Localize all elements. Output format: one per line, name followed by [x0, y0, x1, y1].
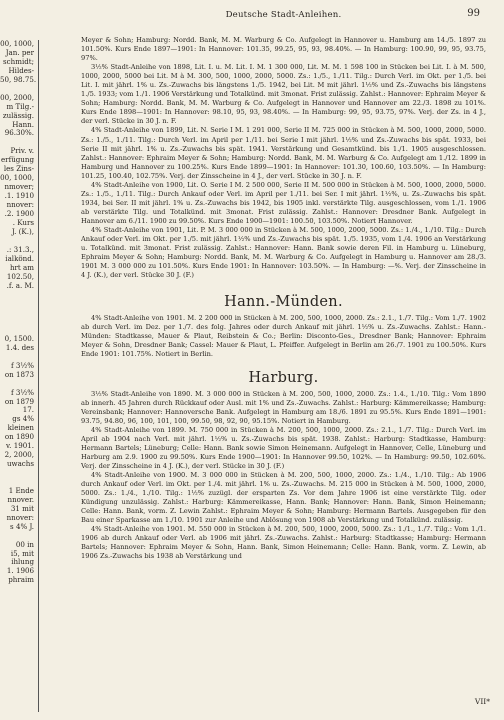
margin-fragment: [0, 308, 36, 317]
margin-fragment: 2, 2000,: [4, 450, 34, 460]
margin-fragment: J. (K.),: [11, 226, 34, 236]
margin-fragment: 50, 98.75.: [0, 74, 36, 84]
page-header: [81, 8, 486, 36]
margin-fragment: .f. a. M.: [6, 280, 34, 290]
bond-paragraph: 4% Stadt-Anleihe von 1901, Lit. P. M. 3 000 000 in Stücken à M. 500, 1000, 2000, 5000. Zs.: 1./4., 1./10. Tilg.: Durch Ankauf oder Verl. im Okt. per 1./5. mit jährl. 1½% und Zs.-Zuwachs bis spät. 1./5. 1935, vom 1./4. 1906 an Verstärkung u. Totalkünd. mit 3monat. Frist zulässig. Zahlst.: Hannover: Hann. Bank sowie deren Fil. in Hamburg u. Lüneburg, Ephraim Meyer & Sohn; Hamburg: Nordd. Bank, M. M. Warburg & Co. Aufgelegt in Hamburg u. Hannover am 28./3. 1901 M. 3 000 000 zu 101.50%. Kurs Ende 1901: In Hannover: 103.50%. — In Hamburg: —%. Verj. der Zinsscheine in 4 J. (K.), der verl. Stücke 30 J. (F.): [81, 225, 486, 280]
margin-fragment: [0, 299, 36, 308]
margin-fragment: on 1873: [4, 369, 34, 379]
margin-fragment: zulässig.: [2, 110, 34, 120]
margin-fragment: 96.30%.: [4, 128, 34, 138]
margin-fragment: on 1879: [4, 396, 34, 406]
margin-fragment: 0, 1500.: [4, 333, 34, 343]
margin-fragment: les Zins-: [3, 164, 34, 174]
bond-paragraph: 3½% Stadt-Anleihe von 1890. M. 3 000 000 in Stücken à M. 200, 500, 1000, 2000. Zs.: 1.4., 1./10. Tilg.: Vom 1890 ab innerh. 45 Jahren durch Rückkauf oder Ausl. mit 1% und Zs.-Zuwachs. Zahlst.: Harburg: Kämmereikasse; Hamburg: Vereinsbank; Hannover: Hannoversche Bank. Aufgelegt in Hamburg am 18./6. 1891 zu 95.5%. Kurs Ende 1891—1901: 93.75, 94.80, 96, 100, 101, 100, 99.50, 98, 92, 90, 95.15%. Notiert in Hamburg.: [81, 389, 486, 425]
margin-fragment: v. 1901.: [6, 441, 34, 451]
bond-paragraph: 3½% Stadt-Anleihe von 1898, Lit. I. u. M. Lit. I. M. 1 300 000, Lit. M. M. 1 598 100 in Stücken bei Lit. I. à M. 500, 1000, 2000, 5000 bei Lit. M à M. 300, 500, 1000, 2000, 5000. Zs.: 1./5., 1./11. Tilg.: Durch Verl. im Okt. per 1./5. bei Lit. I. mit jährl. 1% u. Zs.-Zuwachs bis längstens 1./5. 1942, bei Lit. M mit jährl. 1½% und Zs.-Zuwachs bis längstens 1./5. 1933; vom 1./1. 1906 Verstärkung und Totalkünd. mit 3monat. Frist zulässig. Zahlst.: Hannover: Ephraim Meyer & Sohn; Hamburg: Nordd. Bank, M. M. Warburg & Co. Aufgelegt in Hannover und Hannover am 22./3. 1898 zu 101%. Kurs Ende 1898—1901: In Hannover: 98.10, 95, 93, 98.40%. — In Hamburg: 99, 95, 93.75, 97%. Verj. der Zs. in 4 J., der verl. Stücke in 30 J. n. F.: [81, 63, 486, 126]
signature-mark: VII*: [474, 697, 490, 706]
margin-fragment: nnover:: [6, 200, 34, 210]
margin-fragment: .1. 1910: [4, 191, 34, 201]
margin-fragment: 102.50,: [6, 271, 34, 281]
margin-fragment: ihlung: [11, 557, 34, 567]
margin-fragment: [0, 291, 36, 300]
city-heading: Harburg.: [248, 369, 319, 386]
city-heading: Hann.-Münden.: [224, 294, 343, 311]
section-harburg: [81, 370, 486, 562]
margin-fragment: f 3½%: [10, 387, 34, 397]
margin-fragment: nnover:: [6, 512, 34, 522]
page-body: [81, 0, 486, 712]
bond-paragraph: 4% Stadt-Anleihe von 1900, Lit. O. Serie I M. 2 500 000, Serie II M. 500 000 in Stücken à M. 500, 1000, 2000, 5000. Zs.: 1./5., 1./11. Tilg.: Durch Ankauf oder Verl. im April per 1./11. bei Ser. I mit jährl. 1½%, u. Zs.-Zuwachs bis spät. 1934, bei Ser. II mit jährl. 1% u. Zs.-Zuwachs bis 1942, bis 1905 inkl. verstärkte Tilg. ausgeschlossen, vom 1./1. 1906 ab verstärkte Tilg. und Totalkünd. mit 3monat. Frist zulässig. Zahlst.: Hannover: Dresdner Bank. Aufgelegt in Hannover am 6./11. 1900 zu 99.50%. Kurs Ende 1900—1901: 100.50, 103.50%. Notiert Hannover.: [81, 180, 486, 225]
margin-fragment: Priv. v.: [10, 146, 34, 156]
margin-fragment: schmidt;: [3, 56, 34, 66]
margin-fragment: 17.: [22, 405, 34, 415]
margin-fragment: nmover;: [4, 182, 34, 192]
margin-fragment: ialkönd.: [5, 253, 34, 263]
margin-fragment: 00, 1000,: [0, 173, 34, 183]
margin-fragment: [0, 317, 36, 326]
margin-fragment: m Tilg.-: [6, 101, 34, 111]
column-divider: [38, 40, 39, 712]
margin-fragment: Hann.: [12, 119, 34, 129]
left-margin-column: [0, 40, 36, 720]
margin-fragment: 1 Ende: [8, 485, 34, 495]
margin-fragment: uwachs: [6, 459, 34, 469]
bond-paragraph: 4% Stadt-Anleihe von 1901. M. 550 000 in Stücken à M. 200, 500, 1000, 2000, 5000. Zs.: 1./1., 1./7. Tilg.: Vom 1./1. 1906 ab durch Ankauf oder Verl. ab 1906 mit jährl. Zs.-Zuwachs. Zahlst.: Harburg: Stadtkasse; Hamburg: Hermann Bartels; Hannover: Ephraim Meyer & Sohn, Hann. Bank, Simon Heinemann; Celle: Hann. Bank, vorm. Z. Lewin, ab 1906 Zs.-Zuwachs bis 1938 ab Verstärkung und: [81, 525, 486, 561]
bond-paragraph: 4% Stadt-Anleihe von 1900. M. 3 000 000 in Stücken à M. 200, 500, 1000, 2000. Zs.: 1./4., 1./10. Tilg.: Ab 1906 durch Ankauf oder Verl. im Okt. per 1./4. mit jährl. 1% u. Zs.-Zuwachs. M. 215 000 in Stücken à M. 500, 1000, 2000, 5000. Zs.: 1./4., 1./10. Tilg.: 1½% zuzügl. der ersparten Zs. Vor dem Jahre 1906 ist eine verstärkte Tilg. oder Kündigung unzulässig. Zahlst.: Harburg: Kämmereikasse, Hann. Bank; Hannover: Hann. Bank, Simon Heinemann; Celle: Hann. Bank, vorm. Z. Lewin Zahlst.: Ephraim Meyer & Sohn; Hamburg: Hermann Bartels. Ausgegeben für den Bau einer Sparkasse am 1./10. 1901 zur Anleihe und Ablösung von 1908 ab Verstärkung und Totalkünd. zulässig.: [81, 470, 486, 525]
margin-fragment: . Kurs: [12, 217, 34, 227]
running-title: Deutsche Stadt-Anleihen.: [225, 10, 342, 20]
margin-fragment: 00, 2000,: [0, 92, 34, 102]
section-hannover-continued: [81, 36, 486, 280]
margin-fragment: nnover.: [7, 494, 34, 504]
bond-paragraph: 4% Stadt-Anleihe von 1901. M. 2 200 000 in Stücken à M. 200, 500, 1000, 2000. Zs.: 2.1., 1./7. Tilg.: Vom 1./7. 1902 ab durch Verl. im Dez. per 1./7. des folg. Jahres oder durch Ankauf mit jährl. 1½% u. Zs.-Zuwachs. Zahlst.: Hann.-Münden: Stadtkasse, Mauer & Plaut, Reibstein & Co.; Berlin: Disconto-Ges., Dresdner Bank; Hannover: Ephraim Meyer & Sohn, Dresdner Bank; Cassel: Mauer & Plaut, L. Pfeiffer. Aufgelegt in Berlin am 26./7. 1901 zu 100.50%. Kurs Ende 1901: 101.75%. Notiert in Berlin.: [81, 314, 486, 359]
margin-fragment: s 4% J.: [10, 521, 34, 531]
margin-fragment: f 3½%: [10, 360, 34, 370]
margin-fragment: erfügung: [0, 155, 34, 165]
margin-fragment: 1. 1906: [6, 566, 34, 576]
margin-fragment: [0, 469, 36, 478]
margin-fragment: .2. 1900: [4, 208, 34, 218]
page-number: 99: [467, 8, 480, 19]
margin-fragment: gs 4%: [12, 414, 34, 424]
bond-paragraph: 4% Stadt-Anleihe von 1899. M. 750 000 in Stücken à M. 200, 500, 1000, 2000. Zs.: 2.1., 1./7. Tilg.: Durch Verl. im April ab 1904 nach Verl. mit jährl. 1½% u. Zs.-Zuwachs bis spät. 1938. Zahlst.: Harburg: Stadtkasse, Hamburg: Hermann Bartels; Lüneburg; Celle: Hann. Bank sowie Simon Heinemann. Aufgelegt in Hannover, Celle, Lüneburg und Harburg am 2.9. 1900 zu 99.50%. Kurs Ende 1900—1901: In Hannover 99.50, 102%. — In Hamburg: 99.50, 102.60%. Verj. der Zinsscheine in 4 J. (K.), der verl. Stücke in 30 J. (F.): [81, 425, 486, 470]
margin-fragment: kleinen: [7, 423, 34, 433]
margin-fragment: i5, mit: [10, 548, 34, 558]
bond-paragraph: 4% Stadt-Anleihe von 1899, Lit. N. Serie I M. 1 291 000, Serie II M. 725 000 in Stücken à M. 500, 1000, 2000, 5000. Zs.: 1./5., 1./11. Tilg.: Durch Verl. im April per 1./11. bei Serie I mit jährl. 1½% und Zs.-Zuwachs bis spät. 1933, bei Serie II mit jährl. 1% u. Zs.-Zuwachs bis spät. 1941. Verstärkung und Gesamtkünd. bis 1./1. 1905 ausgeschlossen. Zahlst.: Hannover: Ephraim Meyer & Sohn; Hamburg: Nordd. Bank, M. M. Warburg & Co. Aufgelegt am 1./12. 1899 in Hamburg und Hannover zu 100.25%. Kurs Ende 1899—1901: In Hannover: 101.30, 100.60, 103.50%. — In Hamburg: 101.25, 100.40, 102.75%. Verj. der Zinsscheine in 4 J., der verl. Stücke in 30 J. n. F.: [81, 126, 486, 180]
bond-paragraph: Meyer & Sohn; Hamburg: Nordd. Bank, M. M. Warburg & Co. Aufgelegt in Hannover u. Hamburg am 14./5. 1897 zu 101.50%. Kurs Ende 1897—1901: In Hannover: 101.35, 99.25, 95, 93, 98.40%. — In Hamburg: 100.90, 99, 95, 93.75, 97%.: [81, 36, 486, 63]
section-hann-muenden: [81, 294, 486, 359]
margin-fragment: hrt am: [9, 262, 34, 272]
margin-fragment: on 1890: [4, 432, 34, 442]
margin-fragment: 1.4. des: [5, 342, 34, 352]
margin-fragment: .: 31.3.,: [6, 244, 34, 254]
margin-fragment: 00, 1000,: [0, 40, 34, 48]
margin-fragment: Jan. per: [5, 47, 34, 57]
margin-fragment: 31 mit: [10, 503, 34, 513]
margin-fragment: Hildes-: [8, 65, 34, 75]
margin-fragment: phraim: [8, 575, 34, 585]
margin-fragment: 00 in: [15, 539, 34, 549]
